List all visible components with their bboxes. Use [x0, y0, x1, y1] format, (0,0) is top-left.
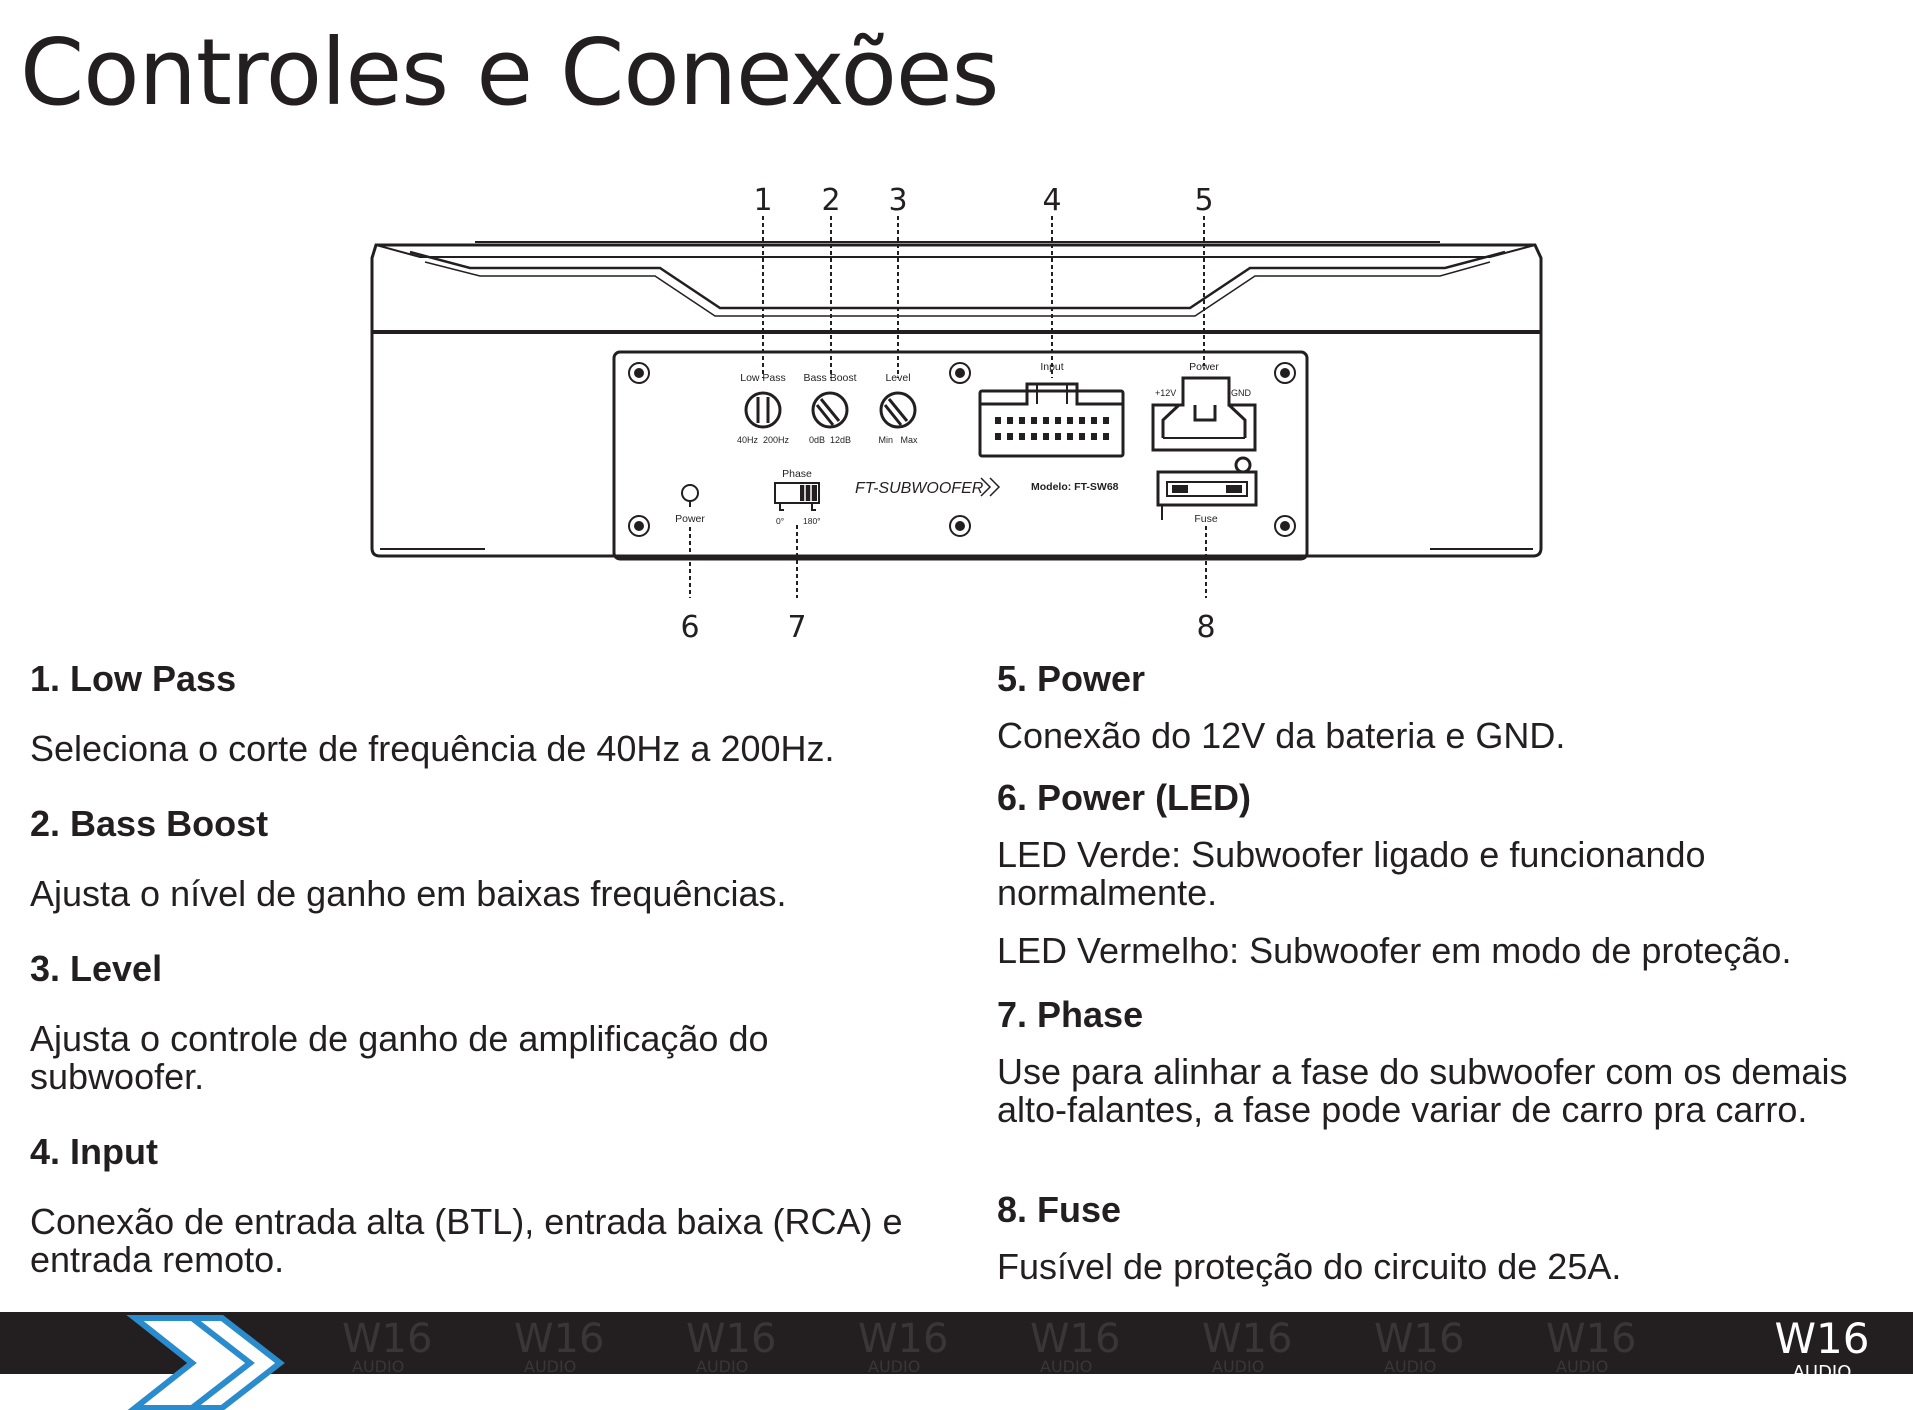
- watermark-logo: W16: [858, 1316, 949, 1362]
- power-connector[interactable]: [1153, 361, 1255, 450]
- page-title: Controles e Conexões: [20, 19, 999, 126]
- phase-180-label: 180°: [803, 516, 821, 526]
- section-heading: 5. Power: [997, 658, 1146, 699]
- chevron-right-icon: [981, 478, 999, 496]
- watermark-logo: W16: [1202, 1316, 1293, 1362]
- model-label: Modelo: FT-SW68: [1031, 481, 1119, 493]
- knob-range: Min Max: [878, 435, 918, 445]
- double-chevron-icon: [135, 1318, 280, 1408]
- section-heading: 4. Input: [30, 1131, 158, 1172]
- phase-switch[interactable]: [775, 468, 821, 526]
- section-text: Ajusta o controle de ganho de amplificação do subwoofer.: [30, 1018, 769, 1097]
- watermark-logo: W16: [1374, 1316, 1465, 1362]
- input-label: Input: [1040, 361, 1064, 373]
- callout-number: 7: [787, 610, 807, 645]
- section-power-led: [997, 777, 1877, 970]
- watermark-sub: AUDIO: [1384, 1357, 1437, 1376]
- power-terminal-label: Power: [1189, 361, 1219, 373]
- watermark-sub: AUDIO: [696, 1357, 749, 1376]
- section-heading: 7. Phase: [997, 994, 1144, 1035]
- watermark-sub: AUDIO: [1212, 1357, 1265, 1376]
- fuse-label: Fuse: [1194, 513, 1218, 525]
- section-fuse: [997, 1189, 1877, 1286]
- section-power: [997, 658, 1877, 755]
- section-heading: 3. Level: [30, 948, 163, 989]
- housing-top: [372, 242, 1541, 332]
- section-heading: 1. Low Pass: [30, 658, 237, 699]
- knob-label: Bass Boost: [803, 372, 857, 384]
- section-phase: [997, 994, 1897, 1129]
- callout-number: 5: [1194, 183, 1214, 218]
- section-level: [30, 948, 870, 1096]
- footer-graphics: [0, 1300, 1913, 1410]
- housing-bottom: [372, 332, 1541, 556]
- section-text: Fusível de proteção do circuito de 25A.: [997, 1246, 1622, 1287]
- watermark-logo: W16: [686, 1316, 777, 1362]
- section-heading: 6. Power (LED): [997, 777, 1252, 818]
- section-text: Ajusta o nível de ganho em baixas frequências.: [30, 873, 787, 914]
- knob-range: 0dB 12dB: [808, 435, 852, 445]
- knob-label: Low Pass: [740, 372, 786, 384]
- knob-range: 40Hz 200Hz: [736, 435, 790, 445]
- fuse-holder[interactable]: [1158, 458, 1256, 525]
- section-text: Use para alinhar a fase do subwoofer com os demais alto-falantes, a fase pode variar de carro pra carro.: [997, 1051, 1848, 1130]
- watermark-logo: W16: [342, 1316, 433, 1362]
- callout-number: 6: [680, 610, 700, 645]
- callout-number: 4: [1042, 183, 1062, 218]
- section-heading: 2. Bass Boost: [30, 803, 269, 844]
- knob-bass-boost[interactable]: [803, 372, 856, 445]
- section-text: Seleciona o corte de frequência de 40Hz a 200Hz.: [30, 728, 835, 769]
- callout-number: 3: [888, 183, 908, 218]
- subwoofer-diagram: [0, 150, 1913, 650]
- w16-logo-sub: AUDIO: [1792, 1362, 1852, 1383]
- callout-number: 1: [753, 183, 773, 218]
- phase-label: Phase: [782, 468, 812, 480]
- section-input: [30, 1131, 950, 1279]
- phase-0-label: 0°: [776, 516, 785, 526]
- watermark-logo: W16: [514, 1316, 605, 1362]
- section-text: Conexão do 12V da bateria e GND.: [997, 715, 1566, 756]
- watermark-sub: AUDIO: [868, 1357, 921, 1376]
- brand-label: FT-SUBWOOFER: [855, 480, 984, 497]
- w16-logo: W16: [1774, 1314, 1870, 1363]
- watermark-sub: AUDIO: [352, 1357, 405, 1376]
- section-low-pass: [30, 658, 930, 768]
- gnd-label: GND: [1231, 388, 1251, 398]
- callout-number: 2: [821, 183, 841, 218]
- watermark-sub: AUDIO: [1040, 1357, 1093, 1376]
- led-label: Power: [675, 513, 705, 525]
- plus12v-label: +12V: [1155, 388, 1177, 398]
- knob-low-pass[interactable]: [737, 372, 790, 445]
- section-text: LED Vermelho: Subwoofer em modo de proteção.: [997, 930, 1792, 971]
- watermark-sub: AUDIO: [1556, 1357, 1609, 1376]
- section-text: Conexão de entrada alta (BTL), entrada baixa (RCA) e entrada remoto.: [30, 1201, 903, 1280]
- knob-level[interactable]: [878, 372, 918, 445]
- callout-number: 8: [1196, 610, 1216, 645]
- watermark-logo: W16: [1546, 1316, 1637, 1362]
- watermark-logo: W16: [1030, 1316, 1121, 1362]
- section-heading: 8. Fuse: [997, 1189, 1122, 1230]
- knob-label: Level: [885, 372, 911, 384]
- input-connector[interactable]: [980, 361, 1123, 456]
- watermark-sub: AUDIO: [524, 1357, 577, 1376]
- section-bass-boost: [30, 803, 930, 913]
- section-text: LED Verde: Subwoofer ligado e funcionando normalmente.: [997, 834, 1706, 913]
- power-led: [675, 485, 705, 525]
